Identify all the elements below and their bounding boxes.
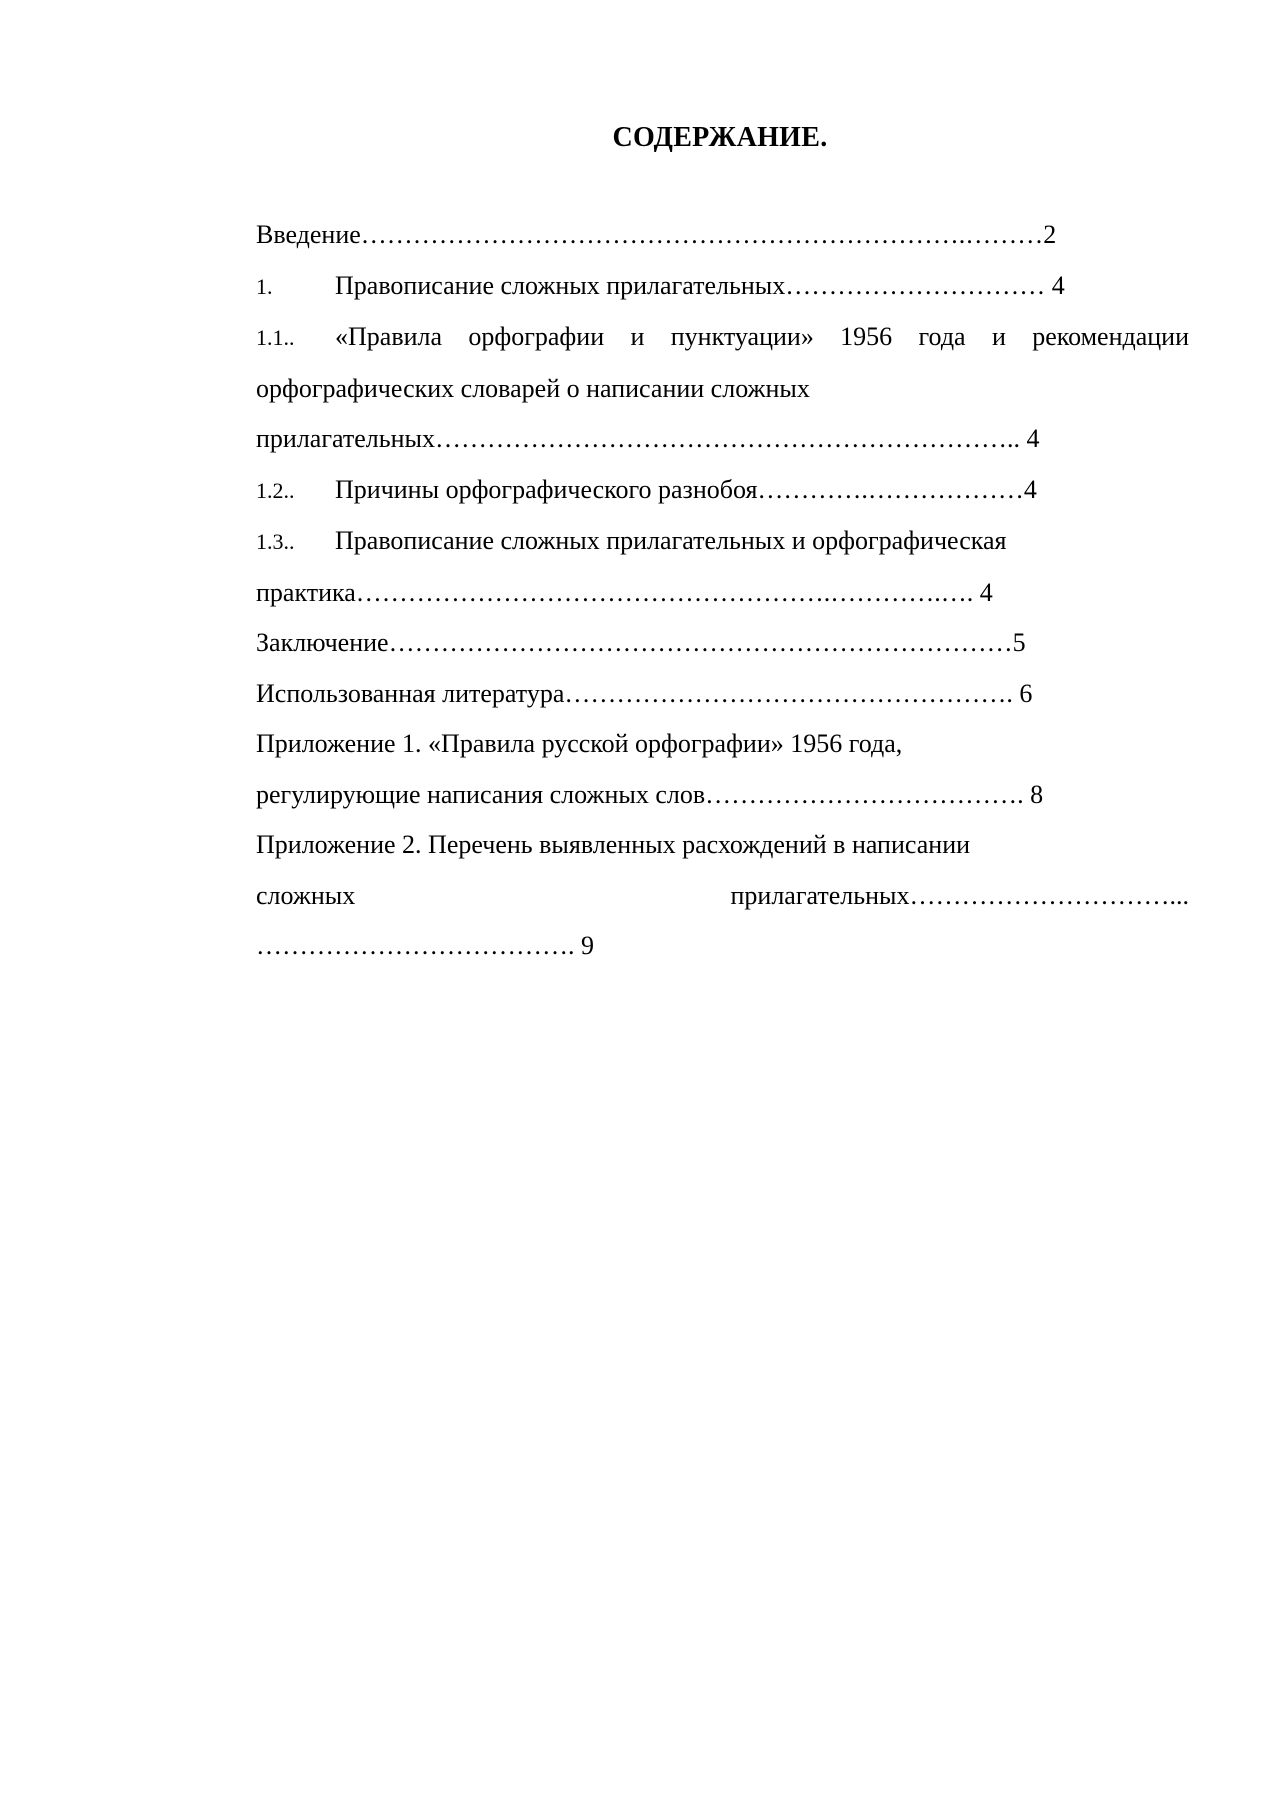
toc-entry-1-3 xyxy=(256,516,1189,568)
toc-entry-text: Причины орфографического разнобоя………….………………4 xyxy=(335,474,1037,504)
toc-entry-number: 1.2.. xyxy=(256,477,295,503)
toc-entry-number: 1. xyxy=(256,273,273,299)
toc-entry-literature: Использованная литература……………………………………………. 6 xyxy=(256,678,1033,708)
toc-entry-number: 1.3.. xyxy=(256,529,295,554)
toc-entry-1-2 xyxy=(256,465,1189,517)
toc-entry-appendix-2-continuation xyxy=(256,871,1189,922)
toc-entry-intro: Введение…………………………………………………………….………2 xyxy=(256,220,1057,249)
toc-entry-text: сложных xyxy=(256,880,356,910)
table-of-contents xyxy=(256,210,1189,972)
toc-entry-1-1-continuation: прилагательных………………………………………………………….. 4 xyxy=(256,424,1040,453)
toc-entry-number: 1.1.. xyxy=(256,325,295,350)
toc-entry-1-1 xyxy=(256,312,1189,414)
page-title: СОДЕРЖАНИЕ. xyxy=(612,122,828,153)
toc-entry-appendix-2: Приложение 2. Перечень выявленных расхождений в написании xyxy=(256,830,971,859)
toc-entry-appendix-1: Приложение 1. «Правила русской орфографии» 1956 года, xyxy=(256,729,903,758)
toc-entry-1 xyxy=(256,261,1189,313)
toc-entry-conclusion: Заключение………………………………………………………………5 xyxy=(256,628,1026,657)
toc-entry-text: Правописание сложных прилагательных и орфографическая xyxy=(335,526,1007,555)
toc-entry-appendix-1-continuation: регулирующие написания сложных слов………………………………. 8 xyxy=(256,779,1044,809)
toc-entry-text: «Правила орфографии и пунктуации» 1956 года и рекомендации орфографических словарей о написании сложных xyxy=(256,322,1189,403)
toc-entry-text: прилагательных…………………………... xyxy=(730,880,1189,910)
toc-entry-appendix-2-page: ………………………………. 9 xyxy=(256,931,594,960)
toc-entry-1-3-continuation: практика……………………………………………….………….…. 4 xyxy=(256,577,993,607)
toc-entry-text: Правописание сложных прилагательных………………………… 4 xyxy=(335,270,1065,300)
